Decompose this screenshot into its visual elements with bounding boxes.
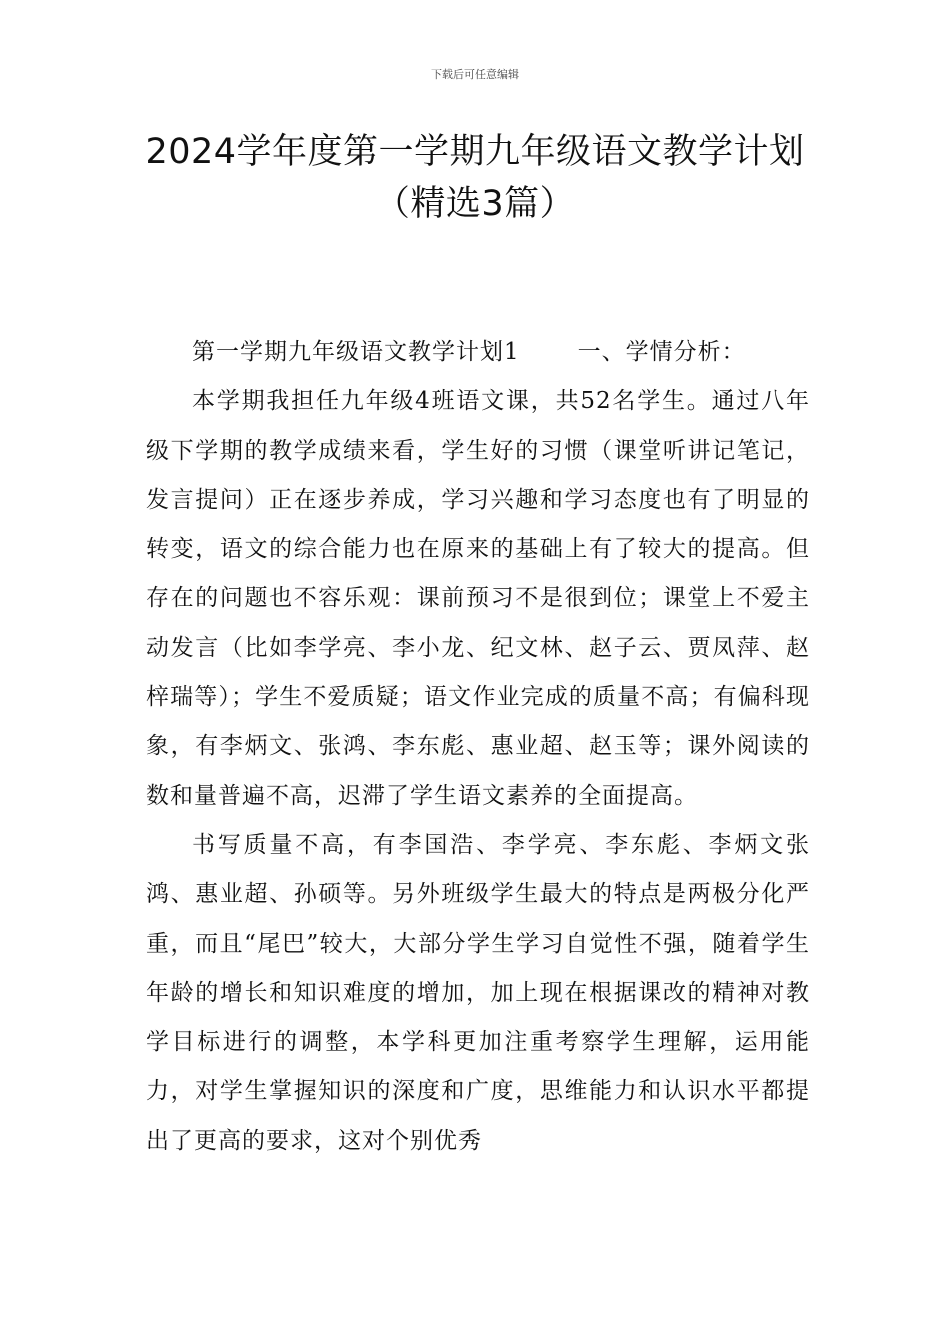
section-subheading: 一、学情分析： xyxy=(577,339,746,365)
document-body xyxy=(146,328,810,1166)
header-note: 下载后可任意编辑 xyxy=(431,68,519,81)
title-line-1: 2024学年度第一学期九年级语文教学计划 xyxy=(145,132,805,172)
document-title xyxy=(0,126,950,230)
paragraph-1: 本学期我担任九年级4班语文课，共52名学生。通过八年级下学期的教学成绩来看，学生好的习惯（课堂听讲记笔记，发言提问）正在逐步养成，学习兴趣和学习态度也有了明显的转变，语文的综合能力也在原来的基础上有了较大的提高。但存在的问题也不容乐观：课前预习不是很到位；课堂上不爱主动发言（比如李学亮、李小龙、纪文林、赵子云、贾凤萍、赵梓瑞等）；学生不爱质疑；语文作业完成的质量不高；有偏科现象，有李炳文、张鸿、李东彪、惠业超、赵玉等；课外阅读的数和量普遍不高，迟滞了学生语文素养的全面提高。 xyxy=(146,388,810,809)
paragraph-2: 书写质量不高，有李国浩、李学亮、李东彪、李炳文张鸿、惠业超、孙硕等。另外班级学生最大的特点是两极分化严重，而且“尾巴”较大，大部分学生学习自觉性不强，随着学生年龄的增长和知识难度的增加，加上现在根据课改的精神对教学目标进行的调整，本学科更加注重考察学生理解，运用能力，对学生掌握知识的深度和广度，思维能力和认识水平都提出了更高的要求，这对个别优秀 xyxy=(146,831,810,1154)
section-heading-line xyxy=(146,328,810,377)
title-line-2: （精选3篇） xyxy=(374,184,576,224)
section-heading: 第一学期九年级语文教学计划1 xyxy=(192,339,520,365)
